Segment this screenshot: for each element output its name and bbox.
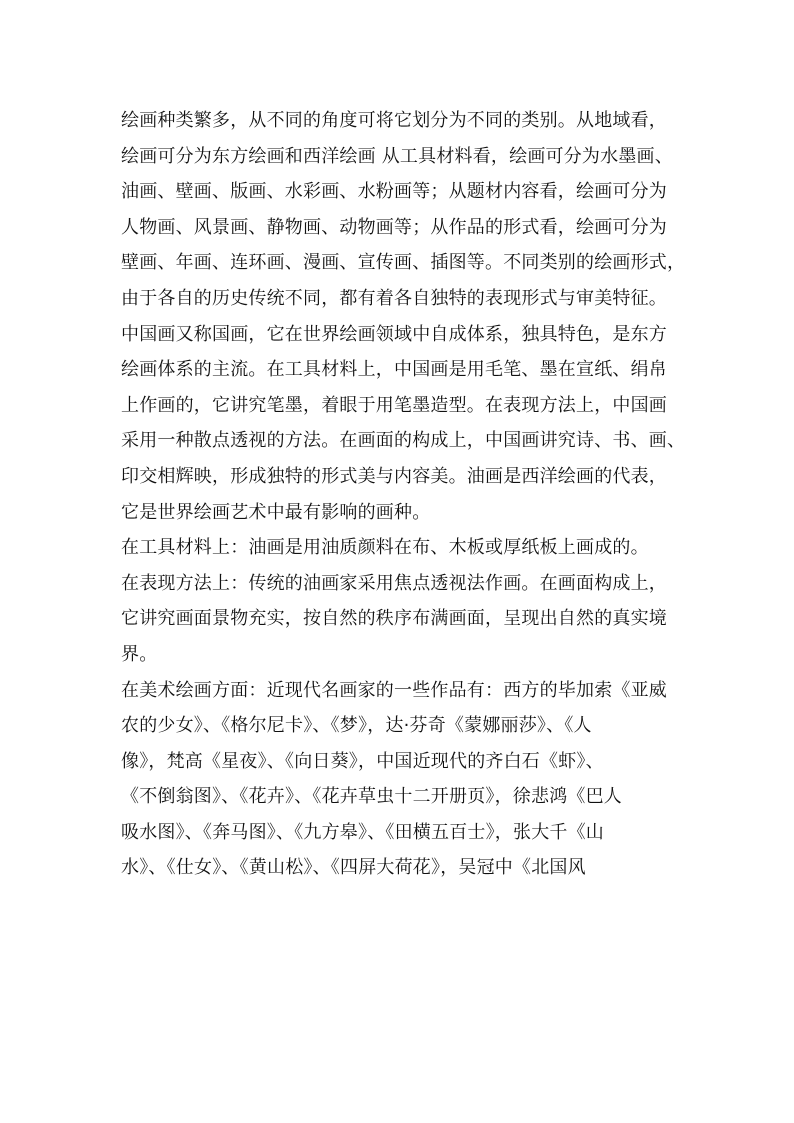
text-line: 像》，梵高《星夜》、《向日葵》，中国近现代的齐白石《虾》、 <box>121 750 604 772</box>
text-line: 界。 <box>121 643 158 665</box>
text-line: 农的少女》、《格尔尼卡》、《梦》，达·芬奇《蒙娜丽莎》、《人 <box>121 715 592 737</box>
text-line: 油画、壁画、版画、水彩画、水粉画等；从题材内容看，绘画可分为 <box>121 181 667 203</box>
text-line: 绘画可分为东方绘画和西洋绘画 从工具材料看，绘画可分为水墨画、 <box>121 145 673 167</box>
text-line: 中国画又称国画，它在世界绘画领域中自成体系，独具特色，是东方 <box>121 323 667 345</box>
text-line: 壁画、年画、连环画、漫画、宣传画、插图等。不同类别的绘画形式， <box>121 252 686 274</box>
text-line: 人物画、风景画、静物画、动物画等；从作品的形式看，绘画可分为 <box>121 216 667 238</box>
text-line: 在工具材料上：油画是用油质颜料在布、木板或厚纸板上画成的。 <box>121 537 649 559</box>
text-line: 它是世界绘画艺术中最有影响的画种。 <box>121 501 431 523</box>
text-line: 印交相辉映，形成独特的形式美与内容美。油画是西洋绘画的代表， <box>121 465 667 487</box>
text-line: 采用一种散点透视的方法。在画面的构成上，中国画讲究诗、书、画、 <box>121 430 686 452</box>
text-line: 《不倒翁图》、《花卉》、《花卉草虫十二开册页》，徐悲鸿《巴人 <box>121 786 622 808</box>
text-line: 水》、《仕女》、《黄山松》、《四屏大荷花》，吴冠中《北国风 <box>121 857 586 879</box>
text-line: 绘画体系的主流。在工具材料上，中国画是用毛笔、墨在宣纸、绢帛 <box>121 359 667 381</box>
text-line: 绘画种类繁多，从不同的角度可将它划分为不同的类别。从地域看， <box>121 110 667 131</box>
text-line: 在美术绘画方面：近现代名画家的一些作品有：西方的毕加索《亚威 <box>121 679 667 701</box>
text-line: 它讲究画面景物充实，按自然的秩序布满画面，呈现出自然的真实境 <box>121 608 667 630</box>
text-line: 在表现方法上：传统的油画家采用焦点透视法作画。在画面构成上， <box>121 572 667 594</box>
text-line: 上作画的，它讲究笔墨，着眼于用笔墨造型。在表现方法上，中国画 <box>121 394 667 416</box>
text-line: 由于各自的历史传统不同，都有着各自独特的表现形式与审美特征。 <box>121 287 667 309</box>
document-body <box>121 103 686 886</box>
text-line: 吸水图》、《奔马图》、《九方皋》、《田横五百士》，张大千《山 <box>121 821 604 843</box>
